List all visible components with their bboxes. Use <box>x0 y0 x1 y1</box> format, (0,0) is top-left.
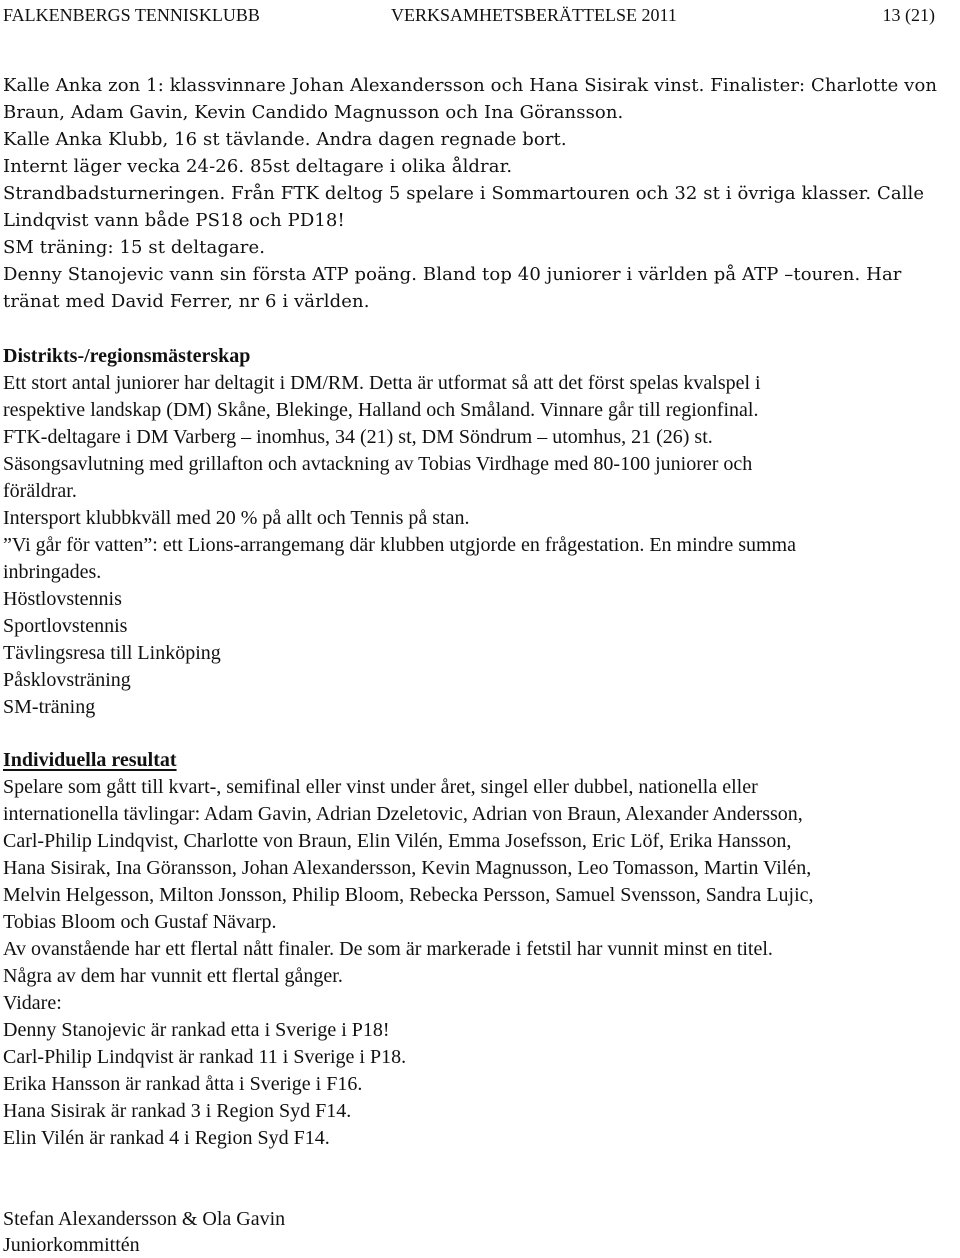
signature-committee: Juniorkommittén <box>3 1234 140 1256</box>
paragraph-line: Spelare som gått till kvart-, semifinal eller vinst under året, singel eller dubbel, nationella eller <box>3 776 758 798</box>
paragraph-line: SM träning: 15 st deltagare. <box>3 237 266 258</box>
paragraph-line: inbringades. <box>3 561 102 583</box>
paragraph-line: Lindqvist vann både PS18 och PD18! <box>3 210 345 231</box>
paragraph-line: ”Vi går för vatten”: ett Lions-arrangemang där klubben utgjorde en frågestation. En mindre summa <box>3 534 796 556</box>
page-header <box>3 2 935 28</box>
paragraph-line: Vidare: <box>3 992 62 1014</box>
section-heading: Distrikts-/regionsmästerskap <box>3 345 251 367</box>
ranking-line: Denny Stanojevic är rankad etta i Sverige i P18! <box>3 1019 390 1041</box>
paragraph-line: Intersport klubbkväll med 20 % på allt och Tennis på stan. <box>3 507 470 529</box>
ranking-line: Elin Vilén är rankad 4 i Region Syd F14. <box>3 1127 330 1149</box>
paragraph-line: Kalle Anka zon 1: klassvinnare Johan Alexandersson och Hana Sisirak vinst. Finalister: Charlotte von <box>3 75 938 96</box>
paragraph-line: Tobias Bloom och Gustaf Nävarp. <box>3 911 277 933</box>
paragraph-line: Några av dem har vunnit ett flertal gånger. <box>3 965 343 987</box>
list-item: SM-träning <box>3 696 96 718</box>
list-item: Höstlovstennis <box>3 588 122 610</box>
ranking-line: Erika Hansson är rankad åtta i Sverige i F16. <box>3 1073 363 1095</box>
header-page-number: 13 (21) <box>882 5 935 25</box>
paragraph-line: Melvin Helgesson, Milton Jonsson, Philip Bloom, Rebecka Persson, Samuel Svensson, Sandra Lujic, <box>3 884 814 906</box>
paragraph-line: FTK-deltagare i DM Varberg – inomhus, 34 (21) st, DM Söndrum – utomhus, 21 (26) st. <box>3 426 713 448</box>
paragraph-line: Carl-Philip Lindqvist, Charlotte von Braun, Elin Vilén, Emma Josefsson, Eric Löf, Erika Hansson, <box>3 830 792 852</box>
paragraph-line: internationella tävlingar: Adam Gavin, Adrian Dzeletovic, Adrian von Braun, Alexander Andersson, <box>3 803 803 825</box>
paragraph-line: tränat med David Ferrer, nr 6 i världen. <box>3 291 370 312</box>
paragraph-line: Braun, Adam Gavin, Kevin Candido Magnusson och Ina Göransson. <box>3 102 624 123</box>
paragraph-line: Strandbadsturneringen. Från FTK deltog 5 spelare i Sommartouren och 32 st i övriga klasser. Calle <box>3 183 925 204</box>
paragraph-line: Säsongsavlutning med grillafton och avtackning av Tobias Virdhage med 80-100 juniorer och <box>3 453 753 475</box>
paragraph-line: Denny Stanojevic vann sin första ATP poäng. Bland top 40 juniorer i världen på ATP –touren. Har <box>3 264 902 285</box>
section-heading: Individuella resultat <box>3 749 177 771</box>
paragraph-line: föräldrar. <box>3 480 77 502</box>
header-club-name: FALKENBERGS TENNISKLUBB <box>3 5 260 25</box>
paragraph-line: Kalle Anka Klubb, 16 st tävlande. Andra dagen regnade bort. <box>3 129 567 150</box>
list-item: Tävlingsresa till Linköping <box>3 642 221 664</box>
list-item: Påsklovsträning <box>3 669 131 691</box>
paragraph-line: Ett stort antal juniorer har deltagit i DM/RM. Detta är utformat så att det först spelas kvalspel i <box>3 372 761 394</box>
paragraph-line: respektive landskap (DM) Skåne, Blekinge, Halland och Småland. Vinnare går till regionfinal. <box>3 399 759 421</box>
paragraph-line: Av ovanstående har ett flertal nått finaler. De som är markerade i fetstil har vunnit minst en titel. <box>3 938 773 960</box>
paragraph-line: Hana Sisirak, Ina Göransson, Johan Alexandersson, Kevin Magnusson, Leo Tomasson, Martin Vilén, <box>3 857 812 879</box>
header-report-title: VERKSAMHETSBERÄTTELSE 2011 <box>391 5 677 25</box>
list-item: Sportlovstennis <box>3 615 128 637</box>
ranking-line: Carl-Philip Lindqvist är rankad 11 i Sverige i P18. <box>3 1046 407 1068</box>
signature-names: Stefan Alexandersson & Ola Gavin <box>3 1208 286 1230</box>
ranking-line: Hana Sisirak är rankad 3 i Region Syd F14. <box>3 1100 352 1122</box>
paragraph-line: Internt läger vecka 24-26. 85st deltagare i olika åldrar. <box>3 156 513 177</box>
